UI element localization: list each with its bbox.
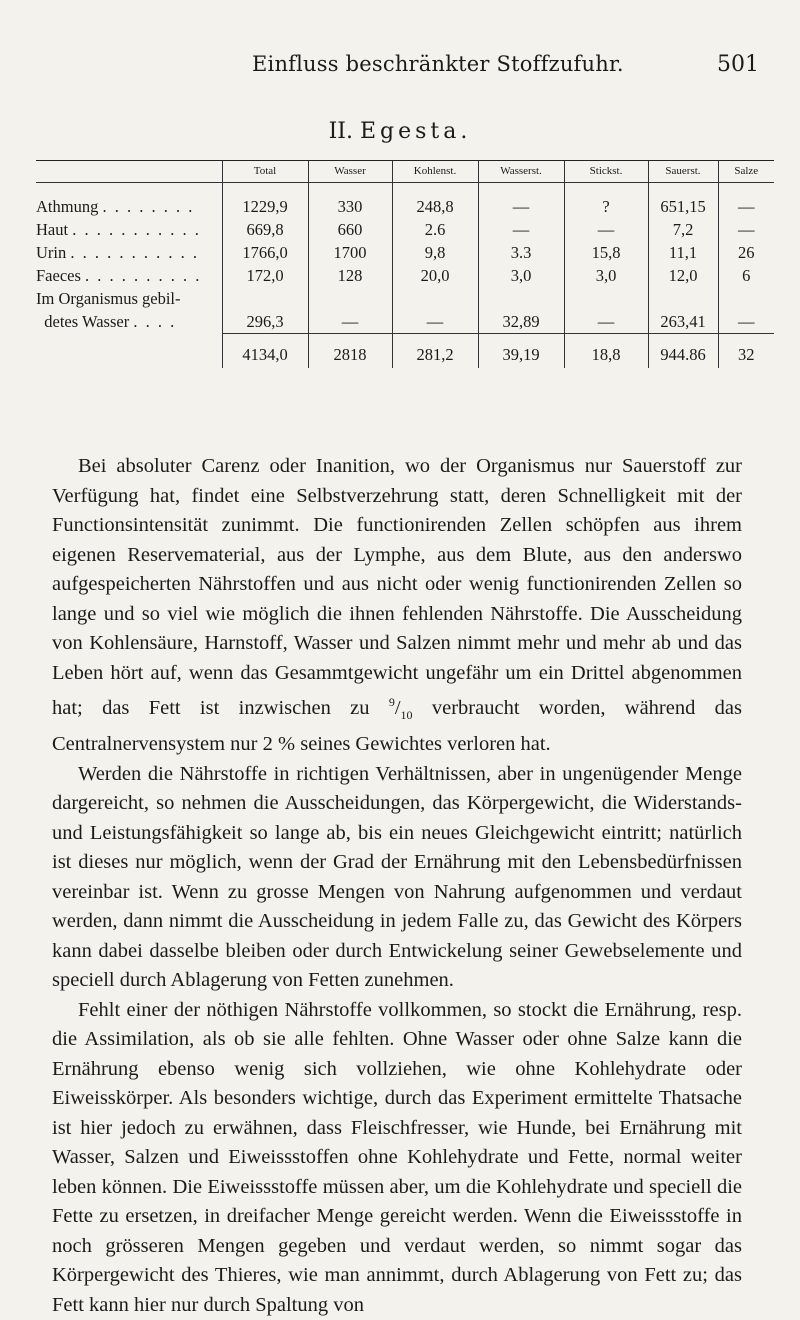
row-label: Haut . . . . . . . . . . .	[36, 219, 201, 239]
column-header: Wasserst.	[478, 161, 564, 183]
section-number: II.	[328, 119, 353, 144]
totals-row	[36, 334, 774, 369]
table-row	[36, 218, 774, 241]
table-cell: 128	[308, 264, 392, 287]
table-cell: 6	[718, 264, 774, 287]
row-label: detes Wasser . . . .	[44, 311, 177, 331]
column-header: Sauerst.	[648, 161, 718, 183]
column-header: Stickst.	[564, 161, 648, 183]
table-cell: —	[564, 218, 648, 241]
page-number: 501	[717, 52, 759, 77]
table-cell: —	[392, 310, 478, 334]
table-cell: 1766,0	[222, 241, 308, 264]
total-cell: 944.86	[648, 334, 718, 369]
table-cell: 26	[718, 241, 774, 264]
total-cell: 18,8	[564, 334, 648, 369]
table-cell: 296,3	[222, 310, 308, 334]
total-cell: 4134,0	[222, 334, 308, 369]
table-cell: —	[718, 310, 774, 334]
table-cell: 263,41	[648, 310, 718, 334]
table-cell: ?	[564, 183, 648, 219]
table-cell: 3.3	[478, 241, 564, 264]
total-cell: 281,2	[392, 334, 478, 369]
table-cell: 330	[308, 183, 392, 219]
table-cell: —	[718, 183, 774, 219]
paragraph: Bei absoluter Carenz oder Inanition, wo der Organismus nur Sauerstoff zur Verfügung hat, findet eine Selbstverzehrung statt, deren Schnelligkeit mit der Functionsintensität zunimmt. Die functionirenden Zellen schöpfen aus ihrem eigenen Reservematerial, aus der Lymphe, aus dem Blute, aus den anderswo aufgespeicherten Nährstoffen und aus nicht oder wenig functionirenden Zellen so lange und so viel wie möglich die ihnen fehlenden Nährstoffe. Die Ausscheidung von Kohlensäure, Harnstoff, Wasser und Salzen nimmt mehr und mehr ab und das Leben hört auf, wenn das Gesammtgewicht ungefähr um ein Drittel abgenommen hat; das Fett ist inzwischen zu $^9/_{10}$ verbraucht worden, während das Centralnervensystem nur 2 % seines Gewichtes verloren hat.	[52, 455, 743, 756]
table-cell: 9,8	[392, 241, 478, 264]
row-label: Athmung . . . . . . . .	[36, 196, 195, 216]
table-cell: 3,0	[564, 264, 648, 287]
total-cell: 2818	[308, 334, 392, 369]
table-row	[36, 241, 774, 264]
section-heading	[0, 119, 800, 144]
column-header: Kohlenst.	[392, 161, 478, 183]
table-cell: 2.6	[392, 218, 478, 241]
total-cell: 32	[718, 334, 774, 369]
table-cell: —	[564, 310, 648, 334]
table-cell: 1229,9	[222, 183, 308, 219]
table-header-row	[36, 161, 774, 183]
table-row	[36, 310, 774, 334]
table-cell: 172,0	[222, 264, 308, 287]
total-cell: 39,19	[478, 334, 564, 369]
table-cell: 11,1	[648, 241, 718, 264]
table-cell: 3,0	[478, 264, 564, 287]
paragraph: Werden die Nährstoffe in richtigen Verhältnissen, aber in ungenügender Menge dargereicht, so nehmen die Ausscheidungen, das Körpergewicht, die Widerstands- und Leistungsfähigkeit so lange ab, bis ein neues Gleichgewicht eintritt; natürlich ist dieses nur möglich, wenn der Grad der Ernährung mit den Lebensbedürfnissen vereinbar ist. Wenn zu grosse Mengen von Nahrung aufgenommen und verdaut werden, dann nimmt die Ausscheidung in jedem Falle zu, das Gewicht des Körpers kann dabei dasselbe bleiben oder durch Entwickelung seiner Gewebselemente und speciell durch Ablagerung von Fetten zunehmen.	[52, 762, 742, 992]
table-cell: 12,0	[648, 264, 718, 287]
table-cell: 651,15	[648, 183, 718, 219]
column-header: Total	[222, 161, 308, 183]
table-cell: 20,0	[392, 264, 478, 287]
table-row	[36, 183, 774, 219]
table-cell: 660	[308, 218, 392, 241]
running-title: Einfluss beschränkter Stoffzufuhr.	[252, 52, 624, 76]
header-corner	[36, 161, 222, 183]
totals-label	[36, 334, 222, 369]
table-row	[36, 287, 774, 310]
egesta-table	[36, 160, 774, 368]
body-text	[52, 452, 742, 1320]
column-header: Salze	[718, 161, 774, 183]
table-cell: 32,89	[478, 310, 564, 334]
table-cell: 15,8	[564, 241, 648, 264]
row-label: Urin . . . . . . . . . . .	[36, 242, 199, 262]
table-cell: 669,8	[222, 218, 308, 241]
table-cell: —	[478, 218, 564, 241]
paragraph: Fehlt einer der nöthigen Nährstoffe vollkommen, so stockt die Ernährung, resp. die Assimilation, als ob sie alle fehlten. Ohne Wasser oder ohne Salze kann die Ernährung ebenso wenig sich vollziehen, wie ohne Kohlehydrate oder Eiweisskörper. Als besonders wichtige, durch das Experiment ermittelte Thatsache ist hier jedoch zu erwähnen, dass Fleischfresser, wie Hunde, bei Ernährung mit Wasser, Salzen und Eiweissstoffen ohne Kohlehydrate und Fette, normal weiter leben können. Die Eiweissstoffe müssen aber, um die Kohlehydrate und speciell die Fette zu ersetzen, in dreifacher Menge gereicht werden. Wenn die Eiweissstoffe in noch grösseren Mengen gegeben und verdaut werden, so nimmt sogar das Körpergewicht des Thieres, wie man annimmt, durch Ablagerung von Fett zu; das Fett kann hier nur durch Spaltung von	[52, 998, 742, 1316]
table-cell: —	[308, 310, 392, 334]
table-cell: 7,2	[648, 218, 718, 241]
table-cell: —	[718, 218, 774, 241]
running-header	[0, 52, 800, 82]
table-cell: 1700	[308, 241, 392, 264]
row-label: Faeces . . . . . . . . . .	[36, 265, 202, 285]
column-header: Wasser	[308, 161, 392, 183]
row-label-continued: Im Organismus gebil-	[36, 288, 181, 308]
table-cell: —	[478, 183, 564, 219]
table-cell: 248,8	[392, 183, 478, 219]
section-title: Egesta.	[359, 119, 472, 144]
table-row	[36, 264, 774, 287]
